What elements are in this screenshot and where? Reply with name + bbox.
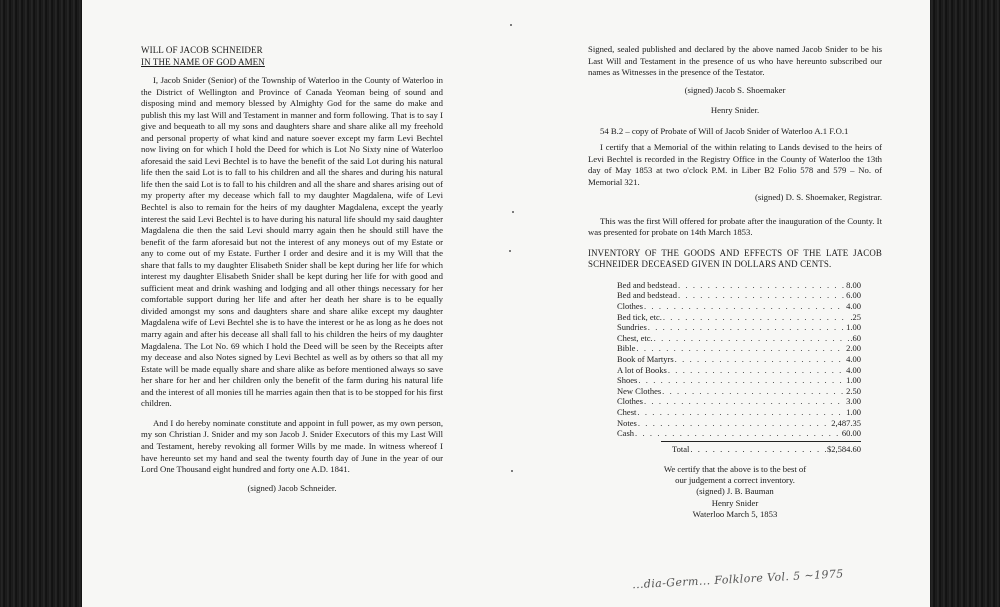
inventory-value: 6.00: [846, 290, 861, 301]
inventory-value: 1.00: [846, 322, 861, 333]
inventory-value: 1.00: [846, 406, 861, 417]
scan-shadow-left: [0, 0, 82, 607]
inventory-item: Clothes: [617, 396, 643, 407]
inventory-value: 3.00: [846, 396, 861, 407]
inventory-certification: [588, 464, 882, 520]
witness-paragraph: Signed, sealed published and declared by the above named Jacob Snider to be his Last Will and Testament in the presence of us who have hereunto subscribed our names as Witnesses in the presence of the Testator.: [588, 44, 882, 78]
inventory-row: [617, 290, 861, 301]
handwritten-source-note: ...dia-Germ... Folklore Vol. 5 ~1975: [631, 567, 844, 592]
inventory-row: [617, 418, 861, 429]
inventory-value: 4.00: [846, 300, 861, 311]
inventory-row: [617, 312, 861, 323]
inventory-item: New Clothes: [617, 385, 662, 396]
inventory-row: [617, 333, 861, 344]
right-page: [588, 44, 882, 520]
certify-signature: (signed) J. B. Bauman: [696, 486, 774, 497]
inventory-value: 2.50: [846, 385, 861, 396]
inventory-item: Chest, etc.: [617, 332, 653, 343]
leader-dots: [635, 428, 841, 440]
certify-signature: Henry Snider: [711, 497, 759, 508]
testator-signature: (signed) Jacob Schneider.: [247, 482, 337, 493]
inventory-row: [617, 322, 861, 333]
inventory-value: 1.00: [846, 375, 861, 386]
document-subtitle: IN THE NAME OF GOD AMEN: [141, 57, 265, 67]
inventory-value: .25: [850, 311, 861, 322]
inventory-item: Chest: [617, 406, 637, 417]
inventory-total-label: Total: [672, 443, 690, 454]
certify-line: our judgement a correct inventory.: [675, 475, 795, 485]
inventory-value: 2,487.35: [831, 417, 861, 428]
inventory-row: [617, 386, 861, 397]
executors-paragraph: And I do hereby nominate constitute and appoint in full power, as my own person, my son Christian J. Snider and my son Jacob J. Snider Executors of this my Last Will and Testament, hereby revoking all former Wills by me made. In witness whereof I have hereunto set my hand and seal the twenty fourth day of June in the year of our Lord One Thousand eight hundred and forty one A.D. 1841.: [141, 417, 443, 475]
will-body-paragraph: I, Jacob Snider (Senior) of the Township of Waterloo in the County of Waterloo in the District of Wellington and Province of Canada Yeoman being of sound and disposing mind and memory blessed by Almighty God for the same do make and publish this my last Will and Testament in manner and form following. That is to say I give and bequeath to all my sons and daughters share and share alike all my freehold and personal property of what kind and nature soever except my farm Levi Bechtel now living on for which I hold the Deed for which is Lot No Sixty nine of Waterloo aforesaid the said Levi Bechtel is to have the benefit of the said Lot during his natural life then the said Lot is to fall to his children and all the shares and during his natural life then the said Lot is to fall to his children and all the share and shares arising out of my property after my decease which fall to my daughter Magdalena, wife of Levi Bechtel is also to remain for the heirs of my daughter Magdalena, except the yearly interest the said Levi Bechtel is to have during his natural life should my said daughter Magdalena die then the said Levi should marry again then he should still have the benefit of the farm aforesaid but not the interest of any moneys out of my Estate or any to come out of my Estate. Further I order and desire and it is my Will that the share that falls to my daughter Elisabeth Snider shall be kept during her life for which interest my daughter Elisabeth Snider shall be kept during her life for with good and sufficient meat and drink washing and lodging and all other things necessary for her comfortable support during her life and after her death her share is to be equally divided amongst my sons and daughters share and share alike except my daughter Magdalena wife of Levi Bechtel she is to have the interest or he as long as he does not marry again and after his decease all shall fall to his children the heirs of my daughter Magdalena. The Lot No. 69 which I hold the Deed will be seen by the Receipts after my decease and also Notes signed by Levi Bechtel as well as by others so that all my Estate will be made equally share and share alike as before mentioned always so save her share for her and her children only the benefit of the farm during his natural life and the interest of all monies till he marries again then that is to be stopped for his first children.: [141, 75, 443, 409]
document-title: WILL OF JACOB SCHNEIDER: [141, 45, 263, 55]
inventory-item: Bed and bedstead: [617, 290, 677, 301]
scan-speck: [510, 24, 512, 26]
probate-heading: 54 B.2 – copy of Probate of Will of Jacob Snider of Waterloo A.1 F.O.1: [600, 126, 849, 137]
inventory-value: 2.00: [846, 343, 861, 354]
inventory-row: [617, 343, 861, 354]
inventory-total-row: [617, 444, 861, 456]
inventory-total-rule: [661, 441, 861, 442]
scan-speck: [511, 470, 513, 472]
leader-dots: [690, 444, 826, 456]
inventory-item: Bible: [617, 343, 636, 354]
certify-line: We certify that the above is to the best of: [663, 463, 807, 474]
inventory-row: [617, 365, 861, 376]
inventory-item: Clothes: [617, 300, 643, 311]
scan-speck: [509, 250, 511, 252]
certify-date: Waterloo March 5, 1853: [692, 508, 778, 519]
inventory-value: .60: [850, 332, 861, 343]
inventory-value: 4.00: [846, 353, 861, 364]
inventory-value: 4.00: [846, 364, 861, 375]
inventory-item: A lot of Books: [617, 364, 667, 375]
inventory-item: Cash: [617, 428, 634, 439]
inventory-row: [617, 428, 861, 439]
scan-speck: [512, 211, 514, 213]
inventory-title: INVENTORY OF THE GOODS AND EFFECTS OF THE LATE JACOB SCHNEIDER DECEASED GIVEN IN DOLLARS AND CENTS.: [588, 247, 882, 270]
inventory-row: [617, 407, 861, 418]
registry-certificate: I certify that a Memorial of the within relating to Lands devised to the heirs of Levi Bechtel is recorded in the Registry Office in the County of Waterloo the 13th day of May 1853 at two o'clock P.M. in Liber B2 Folio 578 and 579 – No. of Memorial 321.: [588, 141, 882, 187]
inventory-item: Notes: [617, 417, 637, 428]
registrar-signature: (signed) D. S. Shoemaker, Registrar.: [754, 192, 882, 203]
witness-signature-2: Henry Snider.: [710, 104, 760, 115]
inventory-row: [617, 375, 861, 386]
inventory-item: Bed and bedstead: [617, 279, 677, 290]
inventory-item: Shoes: [617, 375, 638, 386]
scan-shadow-right: [930, 0, 1000, 607]
left-page: [141, 44, 443, 503]
inventory-row: [617, 280, 861, 291]
inventory-row: [617, 396, 861, 407]
inventory-total-value: $2,584.60: [827, 443, 861, 454]
witness-signature-1: (signed) Jacob S. Shoemaker: [684, 84, 786, 95]
inventory-item: Bed tick, etc.: [617, 311, 662, 322]
inventory-item: Sundries: [617, 322, 647, 333]
first-will-note: This was the first Will offered for probate after the inauguration of the County. It was presented for probate on 14th March 1853.: [588, 215, 882, 238]
inventory-item: Book of Martyrs: [617, 353, 674, 364]
inventory-row: [617, 301, 861, 312]
inventory-value: 8.00: [846, 279, 861, 290]
inventory-table: [617, 280, 861, 456]
inventory-value: 60.00: [841, 428, 861, 439]
inventory-row: [617, 354, 861, 365]
